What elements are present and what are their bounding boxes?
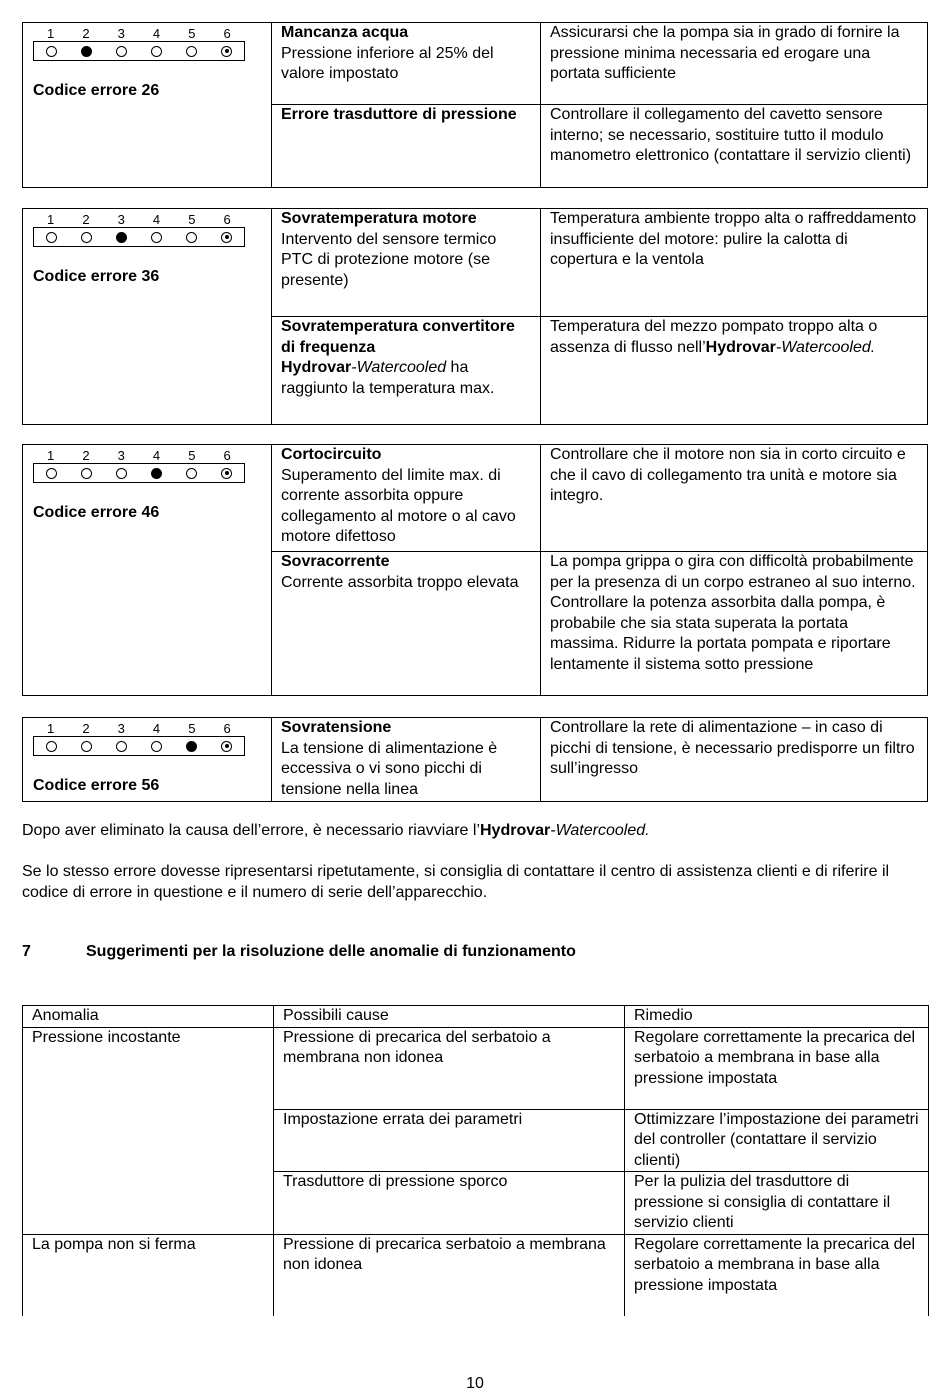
led-1-off-icon [34, 468, 69, 479]
restart-paragraph [22, 821, 928, 842]
error-code-cell [23, 23, 272, 188]
led-1-off-icon [34, 741, 69, 752]
error-remedy-cell [541, 23, 928, 105]
led-number: 2 [82, 212, 90, 227]
section-number: 7 [22, 943, 31, 960]
led-indicator [33, 213, 271, 285]
table-row [23, 1234, 929, 1316]
led-number: 6 [223, 26, 231, 41]
led-circle-icon [116, 46, 127, 57]
led-circle-icon [221, 741, 232, 752]
led-number: 2 [82, 448, 90, 463]
led-number: 4 [152, 721, 161, 736]
error-title: Errore trasduttore di pressione [281, 106, 517, 123]
brand-name: Hydrovar [480, 822, 551, 839]
cause-cell: Pressione di precarica serbatoio a membrana non idonea [274, 1234, 625, 1316]
support-paragraph: Se lo stesso errore dovesse ripresentarsi ripetutamente, si consiglia di contattare il centro di assistenza clienti e di riferire il codice di errore in questione e il numero di serie dell’apparecchio. [22, 863, 890, 901]
brand-suffix: -Watercooled. [550, 822, 650, 839]
error-code-cell [23, 445, 272, 696]
led-number: 3 [117, 448, 125, 463]
led-circle-icon [46, 232, 57, 243]
error-remedy-cell [541, 552, 928, 696]
led-number: 5 [188, 26, 196, 41]
remedy-cell: Regolare correttamente la precarica del serbatoio a membrana in base alla pressione impostata [625, 1234, 929, 1316]
led-circle-icon [116, 468, 127, 479]
table-row [23, 1027, 929, 1109]
error-title: Sovracorrente [281, 553, 390, 570]
led-numbers [33, 449, 245, 463]
cause-cell: Trasduttore di pressione sporco [274, 1172, 625, 1235]
error-title: Sovratemperatura motore [281, 210, 477, 227]
led-circle-icon [81, 46, 92, 57]
anomaly-cell: Pressione incostante [23, 1027, 274, 1109]
error-description: Corrente assorbita troppo elevata [281, 573, 519, 591]
led-3-off-icon [104, 741, 139, 752]
error-table-36 [22, 208, 928, 425]
error-cause-cell [272, 317, 541, 425]
error-code-cell [23, 209, 272, 425]
led-circle-icon [186, 741, 197, 752]
error-cause-cell [272, 552, 541, 696]
led-3-off-icon [104, 46, 139, 57]
error-cause-cell [272, 23, 541, 105]
led-circle-icon [46, 468, 57, 479]
error-title: Cortocircuito [281, 446, 382, 463]
column-header: Rimedio [625, 1006, 929, 1028]
error-remedy-cell [541, 445, 928, 552]
error-remedy-cell [541, 718, 928, 802]
error-code-label: Codice errore 46 [33, 504, 160, 521]
error-remedy-cell [541, 105, 928, 188]
led-6-dot-icon [209, 741, 244, 752]
error-remedy-cell [541, 317, 928, 425]
led-4-off-icon [139, 232, 174, 243]
led-circle-icon [186, 468, 197, 479]
led-number: 1 [47, 26, 55, 41]
led-4-on-icon [139, 468, 174, 479]
led-row [33, 736, 245, 756]
led-number: 1 [47, 721, 55, 736]
led-4-off-icon [139, 741, 174, 752]
brand-suffix: -Watercooled [351, 359, 447, 376]
remedy-cell: Regolare correttamente la precarica del serbatoio a membrana in base alla pressione impostata [625, 1027, 929, 1109]
led-number: 1 [47, 212, 55, 227]
cause-cell: Pressione di precarica del serbatoio a membrana non idonea [274, 1027, 625, 1109]
led-1-off-icon [34, 46, 69, 57]
led-circle-icon [116, 741, 127, 752]
error-remedy-continued: Controllare la potenza assorbita dalla pompa, è probabile che sia stata superata la portata massima. Ridurre la portata pompata e riportare lentamente il sistema sotto pressione [550, 594, 891, 673]
led-number: 5 [188, 212, 196, 227]
page-number: 10 [466, 1375, 484, 1392]
led-2-on-icon [69, 46, 104, 57]
led-row [33, 227, 245, 247]
error-description: Superamento del limite max. di corrente assorbita oppure collegamento al motore o al cavo motore difettoso [281, 466, 516, 545]
error-remedy: Assicurarsi che la pompa sia in grado di fornire la pressione minima necessaria ed erogare una portata sufficiente [550, 24, 900, 82]
led-circle-icon [116, 232, 127, 243]
error-remedy: Controllare che il motore non sia in corto circuito e che il cavo di collegamento tra unità e motore sia integro. [550, 446, 906, 504]
led-numbers [33, 213, 245, 227]
led-number: 6 [223, 212, 231, 227]
brand-suffix: -Watercooled. [775, 338, 876, 356]
led-number: 3 [117, 721, 125, 736]
led-circle-icon [221, 468, 232, 479]
error-remedy-cell [541, 209, 928, 317]
led-number: 4 [152, 448, 161, 463]
description-text: ha raggiunto la temperatura max. [281, 359, 495, 397]
remedy-cell: Ottimizzare l’impostazione dei parametri del controller (contattare il servizio clienti) [625, 1109, 929, 1172]
led-number: 5 [188, 721, 196, 736]
led-5-on-icon [174, 741, 209, 752]
led-number: 4 [152, 212, 161, 227]
led-row [33, 41, 245, 61]
troubleshooting-table [22, 1005, 929, 1316]
led-indicator [33, 722, 271, 794]
error-cause-cell [272, 209, 541, 317]
anomaly-cell: La pompa non si ferma [23, 1234, 274, 1316]
led-circle-icon [46, 741, 57, 752]
error-remedy: Temperatura ambiente troppo alta o raffreddamento insufficiente del motore: pulire la calotta di copertura e la ventola [550, 210, 917, 268]
anomaly-cell [23, 1109, 274, 1172]
led-circle-icon [81, 468, 92, 479]
led-number: 2 [82, 721, 90, 736]
led-6-dot-icon [209, 46, 244, 57]
led-indicator [33, 27, 271, 99]
led-number: 2 [82, 26, 90, 41]
led-numbers [33, 722, 245, 736]
led-circle-icon [81, 741, 92, 752]
error-table-46 [22, 444, 928, 696]
error-cause-cell [272, 718, 541, 802]
led-6-dot-icon [209, 232, 244, 243]
error-title: Sovratemperatura convertitore di frequenza [281, 318, 515, 356]
led-3-on-icon [104, 232, 139, 243]
remedy-cell: Per la pulizia del trasduttore di pressione si consiglia di contattare il servizio clienti [625, 1172, 929, 1235]
error-title: Mancanza acqua [281, 24, 409, 41]
error-code-label: Codice errore 56 [33, 777, 160, 794]
led-4-off-icon [139, 46, 174, 57]
error-remedy: La pompa grippa o gira con difficoltà probabilmente per la presenza di un corpo estraneo al suo interno. [550, 553, 916, 591]
led-circle-icon [151, 46, 162, 57]
led-3-off-icon [104, 468, 139, 479]
led-circle-icon [221, 232, 232, 243]
error-code-label: Codice errore 36 [33, 268, 160, 285]
led-circle-icon [221, 46, 232, 57]
led-circle-icon [46, 46, 57, 57]
led-2-off-icon [69, 468, 104, 479]
led-circle-icon [151, 741, 162, 752]
led-circle-icon [186, 232, 197, 243]
led-5-off-icon [174, 232, 209, 243]
led-circle-icon [151, 468, 162, 479]
error-table-26 [22, 22, 928, 188]
error-cause-cell [272, 105, 541, 188]
led-number: 4 [152, 26, 161, 41]
led-5-off-icon [174, 468, 209, 479]
led-numbers [33, 27, 245, 41]
led-number: 3 [117, 212, 125, 227]
table-row [23, 1109, 929, 1172]
table-row [23, 1172, 929, 1235]
led-number: 1 [47, 448, 55, 463]
error-description: La tensione di alimentazione è eccessiva o vi sono picchi di tensione nella linea [281, 739, 498, 798]
column-header: Possibili cause [274, 1006, 625, 1028]
led-number: 6 [223, 721, 231, 736]
section-title: Suggerimenti per la risoluzione delle anomalie di funzionamento [86, 943, 576, 960]
led-circle-icon [186, 46, 197, 57]
led-number: 6 [223, 448, 231, 463]
table-header-row [23, 1006, 929, 1028]
cause-cell: Impostazione errata dei parametri [274, 1109, 625, 1172]
led-indicator [33, 449, 271, 521]
column-header: Anomalia [23, 1006, 274, 1028]
error-code-label: Codice errore 26 [33, 82, 160, 99]
error-cause-cell [272, 445, 541, 552]
error-description [281, 358, 532, 399]
led-number: 5 [188, 448, 196, 463]
led-row [33, 463, 245, 483]
error-table-56 [22, 717, 928, 802]
led-6-dot-icon [209, 468, 244, 479]
error-description: Pressione inferiore al 25% del valore impostato [281, 44, 494, 82]
error-remedy [541, 317, 927, 358]
led-number: 3 [117, 26, 125, 41]
error-remedy: Controllare il collegamento del cavetto sensore interno; se necessario, sostituire tutto il modulo manometro elettronico (contattare il servizio clienti) [550, 106, 912, 164]
error-title: Sovratensione [281, 719, 392, 736]
led-2-off-icon [69, 741, 104, 752]
led-5-off-icon [174, 46, 209, 57]
error-remedy: Controllare la rete di alimentazione – in caso di picchi di tensione, è necessario predisporre un filtro sull’ingresso [550, 719, 915, 777]
error-description: Intervento del sensore termico PTC di protezione motore (se presente) [281, 230, 497, 289]
paragraph-text: Dopo aver eliminato la causa dell’errore, è necessario riavviare l’ [22, 822, 480, 839]
error-code-cell [23, 718, 272, 802]
brand-name: Hydrovar [281, 359, 352, 376]
led-circle-icon [81, 232, 92, 243]
led-circle-icon [151, 232, 162, 243]
anomaly-cell [23, 1172, 274, 1235]
brand-name: Hydrovar [705, 338, 776, 356]
led-1-off-icon [34, 232, 69, 243]
remedy-text: Temperatura del mezzo pompato troppo alta o assenza di flusso nell’ [550, 318, 878, 356]
led-2-off-icon [69, 232, 104, 243]
